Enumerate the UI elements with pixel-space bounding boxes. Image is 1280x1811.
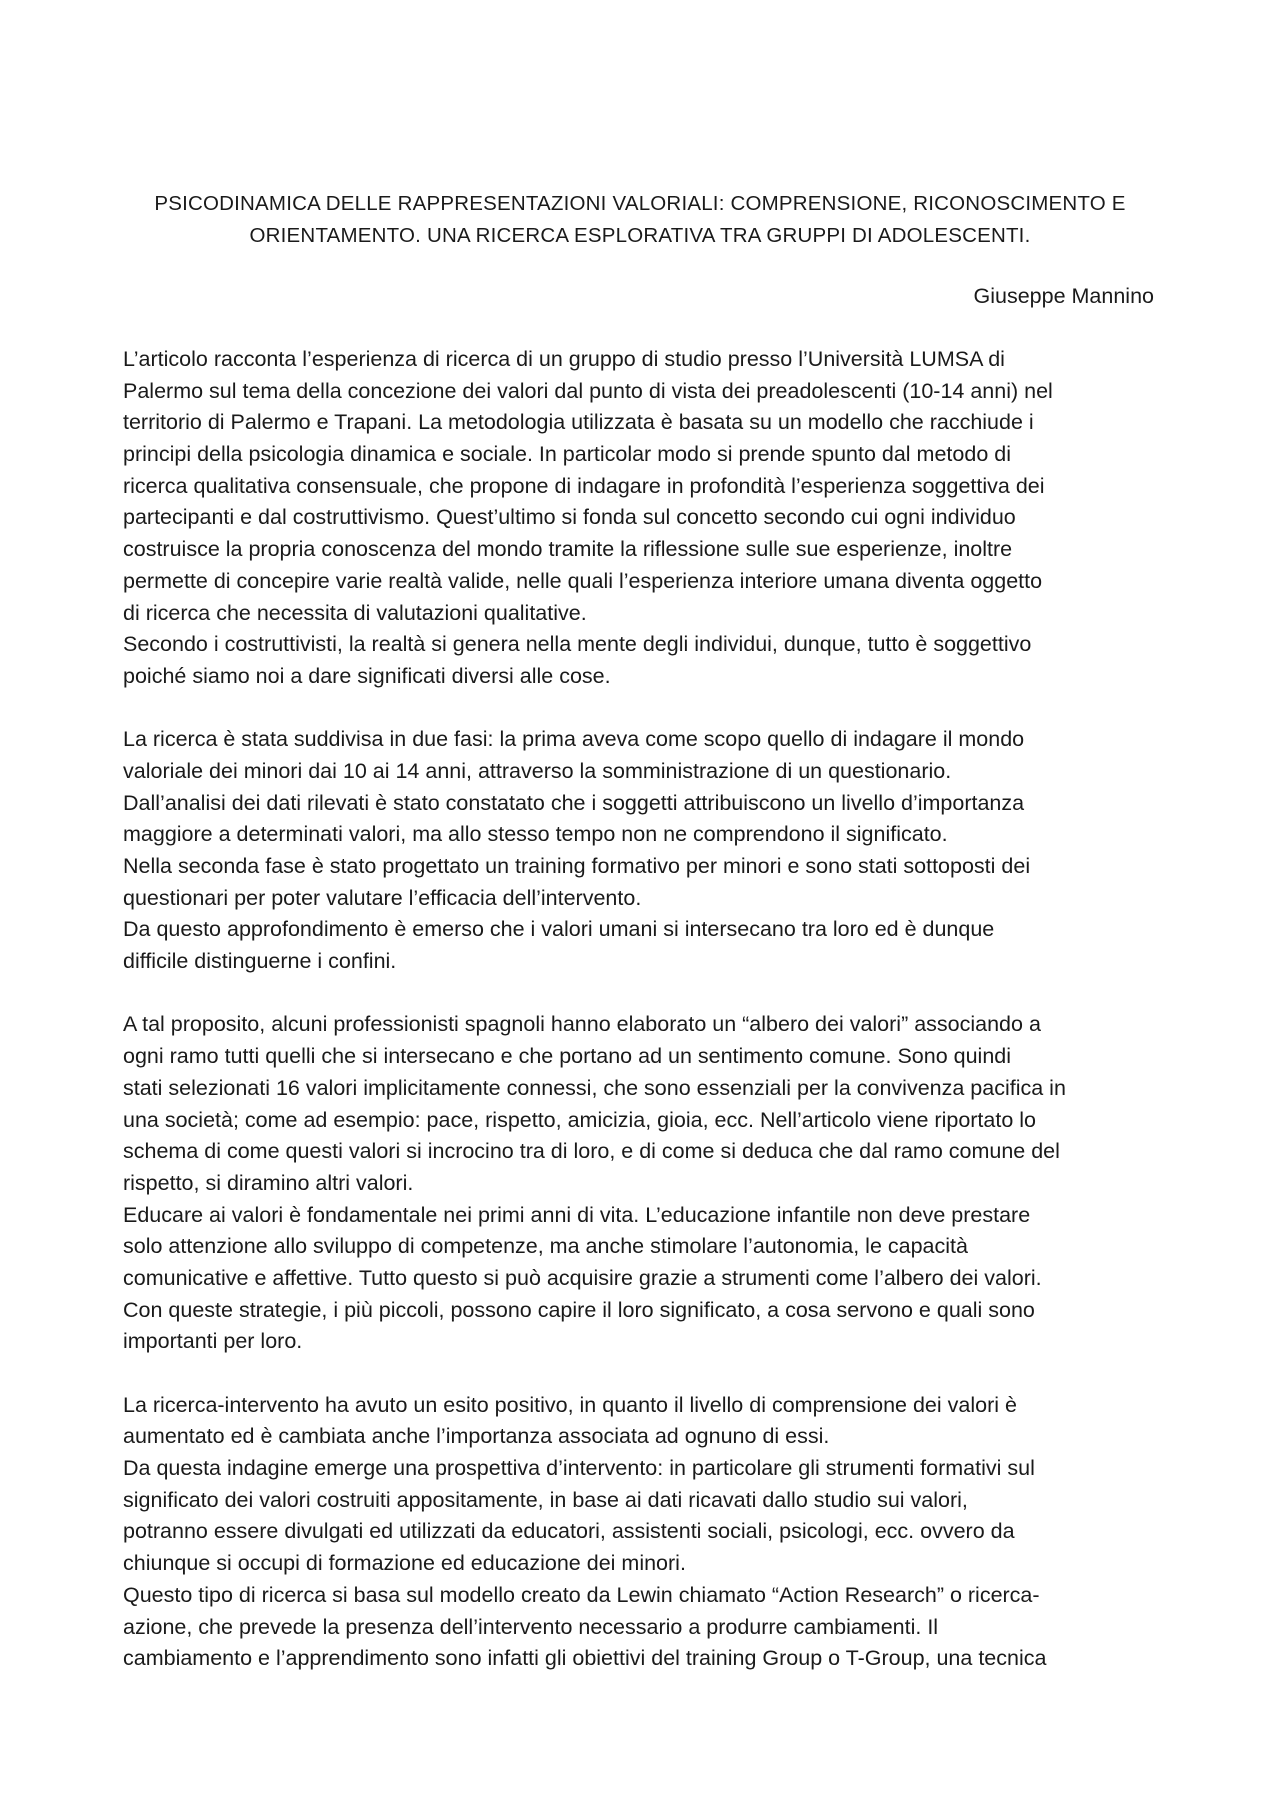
- text-line: importanti per loro.: [123, 1329, 303, 1354]
- text-line: A tal proposito, alcuni professionisti spagnoli hanno elaborato un “albero dei valori” associando a: [123, 1012, 1041, 1037]
- text-line: di ricerca che necessita di valutazioni qualitative.: [123, 600, 587, 625]
- document-title: [120, 188, 1160, 251]
- text-line: principi della psicologia dinamica e sociale. In particolar modo si prende spunto dal metodo di: [123, 442, 1011, 467]
- paragraph: [123, 724, 1163, 978]
- text-line: una società; come ad esempio: pace, rispetto, amicizia, gioia, ecc. Nell’articolo viene riportato lo: [123, 1107, 1037, 1132]
- title-line: ORIENTAMENTO. UNA RICERCA ESPLORATIVA TRA GRUPPI DI ADOLESCENTI.: [249, 223, 1031, 247]
- paragraph: [123, 1390, 1163, 1675]
- text-line: Da questa indagine emerge una prospettiva d’intervento: in particolare gli strumenti formativi sul: [123, 1456, 1035, 1481]
- text-line: L’articolo racconta l’esperienza di ricerca di un gruppo di studio presso l’Università LUMSA di: [123, 347, 1005, 371]
- text-line: rispetto, si diramino altri valori.: [123, 1170, 414, 1195]
- text-line: ogni ramo tutti quelli che si intersecano e che portano ad un sentimento comune. Sono quindi: [123, 1044, 1012, 1069]
- text-line: chiunque si occupi di formazione ed educazione dei minori.: [123, 1551, 686, 1576]
- paragraph: [123, 1009, 1163, 1358]
- paragraph-spacer: [123, 978, 1163, 1010]
- text-line: permette di concepire varie realtà valide, nelle quali l’esperienza interiore umana diventa oggetto: [123, 568, 1043, 593]
- text-line: Educare ai valori è fondamentale nei primi anni di vita. L’educazione infantile non deve prestare: [123, 1202, 1031, 1227]
- paragraph-spacer: [123, 1358, 1163, 1390]
- text-line: azione, che prevede la presenza dell’intervento necessario a produrre cambiamenti. Il: [123, 1614, 939, 1639]
- text-line: Dall’analisi dei dati rilevati è stato constatato che i soggetti attribuiscono un livello d’importanza: [123, 790, 1025, 815]
- author-name: Giuseppe Mannino: [973, 284, 1154, 308]
- text-line: ricerca qualitativa consensuale, che propone di indagare in profondità l’esperienza soggettiva dei: [123, 473, 1045, 498]
- text-line: territorio di Palermo e Trapani. La metodologia utilizzata è basata su un modello che racchiude i: [123, 410, 1034, 435]
- paragraph: [123, 344, 1163, 693]
- text-line: Nella seconda fase è stato progettato un training formativo per minori e sono stati sottoposti dei: [123, 854, 1031, 878]
- text-line: Secondo i costruttivisti, la realtà si genera nella mente degli individui, dunque, tutto è soggettivo: [123, 632, 1032, 657]
- paragraph-spacer: [123, 693, 1163, 725]
- text-line: aumentato ed è cambiata anche l’importanza associata ad ognuno di essi.: [123, 1424, 830, 1449]
- title-line: PSICODINAMICA DELLE RAPPRESENTAZIONI VALORIALI: COMPRENSIONE, RICONOSCIMENTO E: [154, 192, 1126, 215]
- text-line: significato dei valori costruiti appositamente, in base ai dati ricavati dallo studio sui valori,: [123, 1487, 968, 1512]
- text-line: cambiamento e l’apprendimento sono infatti gli obiettivi del training Group o T-Group, una tecnica: [123, 1646, 1047, 1671]
- text-line: La ricerca è stata suddivisa in due fasi: la prima aveva come scopo quello di indagare il mondo: [123, 727, 1025, 752]
- text-line: questionari per poter valutare l’efficacia dell’intervento.: [123, 885, 642, 910]
- text-line: Questo tipo di ricerca si basa sul modello creato da Lewin chiamato “Action Research” o ricerca-: [123, 1582, 1040, 1607]
- text-line: Da questo approfondimento è emerso che i valori umani si intersecano tra loro ed è dunque: [123, 917, 995, 942]
- text-line: schema di come questi valori si incrocino tra di loro, e di come si deduca che dal ramo comune del: [123, 1139, 1060, 1164]
- text-line: comunicative e affettive. Tutto questo si può acquisire grazie a strumenti come l’albero dei valori.: [123, 1265, 1042, 1290]
- text-line: partecipanti e dal costruttivismo. Quest’ultimo si fonda sul concetto secondo cui ogni individuo: [123, 505, 1016, 530]
- text-line: poiché siamo noi a dare significati diversi alle cose.: [123, 663, 611, 688]
- text-line: valoriale dei minori dai 10 ai 14 anni, attraverso la somministrazione di un questionario.: [123, 758, 952, 783]
- text-line: La ricerca-intervento ha avuto un esito positivo, in quanto il livello di comprensione dei valori è: [123, 1392, 1017, 1417]
- text-line: maggiore a determinati valori, ma allo stesso tempo non ne comprendono il significato.: [123, 822, 948, 847]
- text-line: potranno essere divulgati ed utilizzati da educatori, assistenti sociali, psicologi, ecc. ovvero da: [123, 1519, 1015, 1544]
- text-line: Con queste strategie, i più piccoli, possono capire il loro significato, a cosa servono e quali sono: [123, 1297, 1035, 1322]
- text-line: stati selezionati 16 valori implicitamente connessi, che sono essenziali per la convivenza pacifica in: [123, 1075, 1066, 1100]
- text-line: difficile distinguerne i confini.: [123, 949, 397, 974]
- text-line: costruisce la propria conoscenza del mondo tramite la riflessione sulle sue esperienze, inoltre: [123, 537, 1013, 562]
- text-line: solo attenzione allo sviluppo di competenze, ma anche stimolare l’autonomia, le capacità: [123, 1234, 968, 1259]
- document-body: [123, 344, 1163, 1675]
- text-line: Palermo sul tema della concezione dei valori dal punto di vista dei preadolescenti (10-14 anni) nel: [123, 378, 1053, 403]
